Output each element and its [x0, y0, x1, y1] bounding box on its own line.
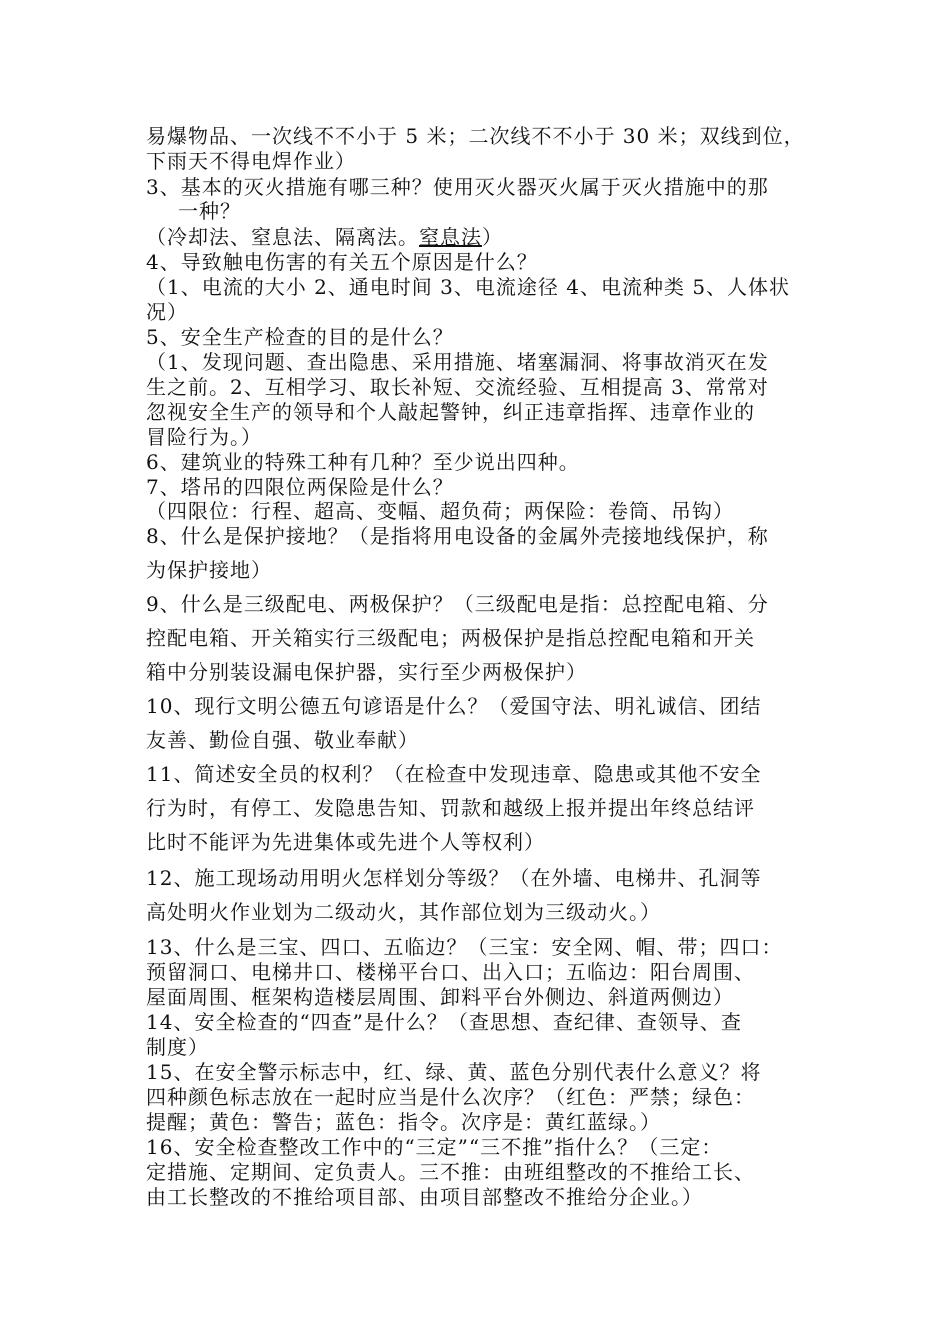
- text-line: 由工长整改的不推给项目部、由项目部整改不推给分企业。）: [146, 1185, 703, 1209]
- question-9: 9、什么是三级配电、两极保护？（三级配电是指：总控配电箱、分: [146, 592, 769, 616]
- question-12: 12、施工现场动用明火怎样划分等级？（在外墙、电梯井、孔洞等: [146, 866, 762, 890]
- question-13: 13、什么是三宝、四口、五临边？（三宝：安全网、帽、带；四口：: [146, 935, 783, 959]
- text-line: 况）: [146, 300, 188, 324]
- question-5: 5、安全生产检查的目的是什么？: [146, 325, 454, 349]
- text-line: 提醒；黄色：警告；蓝色：指令。次序是：黄红蓝绿。）: [146, 1110, 661, 1134]
- text-line: 比时不能评为先进集体或先进个人等权利）: [146, 830, 545, 854]
- answer-3: [146, 225, 503, 249]
- question-10: 10、现行文明公德五句谚语是什么？（爱国守法、明礼诚信、团结: [146, 694, 762, 718]
- text-line: 冒险行为。）: [146, 425, 262, 449]
- answer-4: （1、电流的大小 2、通电时间 3、电流途径 4、电流种类 5、人体状: [146, 275, 791, 299]
- question-8: 8、什么是保护接地？（是指将用电设备的金属外壳接地线保护，称: [146, 524, 769, 548]
- text-line: 预留洞口、电梯井口、楼梯平台口、出入口；五临边：阳台周围、: [146, 960, 755, 984]
- answer-7: （四限位：行程、超高、变幅、超负荷；两保险：卷筒、吊钩）: [146, 499, 734, 523]
- question-6: 6、建筑业的特殊工种有几种？至少说出四种。: [146, 450, 580, 474]
- text-line: 生之前。2、互相学习、取长补短、交流经验、互相提高 3、常常对: [146, 375, 769, 399]
- answer-text: （冷却法、窒息法、隔离法。: [146, 225, 419, 249]
- text-line: 四种颜色标志放在一起时应当是什么次序？（红色：严禁；绿色：: [146, 1085, 755, 1109]
- question-14: 14、安全检查的“四查”是什么？（查思想、查纪律、查领导、查: [146, 1010, 742, 1034]
- text-line: 友善、勤俭自强、敬业奉献）: [146, 728, 419, 752]
- text-line: 箱中分别装设漏电保护器，实行至少两极保护）: [146, 660, 587, 684]
- text-line: 一种？: [178, 199, 241, 223]
- text-line: 易爆物品、一次线不不小于 5 米；二次线不不小于 30 米；双线到位，: [146, 124, 805, 148]
- text-line: 屋面周围、框架构造楼层周围、卸料平台外侧边、斜道两侧边）: [146, 985, 734, 1009]
- underlined-answer: 窒息法: [419, 225, 482, 249]
- text-line: 制度）: [146, 1035, 209, 1059]
- answer-5: （1、发现问题、查出隐患、采用措施、堵塞漏洞、将事故消灭在发: [146, 350, 769, 374]
- text-line: 为保护接地）: [146, 558, 272, 582]
- text-line: 行为时，有停工、发隐患告知、罚款和越级上报并提出年终总结评: [146, 796, 755, 820]
- text-line: 定措施、定期间、定负责人。三不推：由班组整改的不推给工长、: [146, 1160, 755, 1184]
- text-line: 下雨天不得电焊作业）: [146, 149, 356, 173]
- question-3: 3、基本的灭火措施有哪三种？使用灭火器灭火属于灭火措施中的那: [146, 175, 769, 199]
- text-line: 高处明火作业划为二级动火，其作部位划为三级动火。）: [146, 900, 661, 924]
- text-line: 控配电箱、开关箱实行三级配电；两极保护是指总控配电箱和开关: [146, 626, 755, 650]
- question-11: 11、简述安全员的权利？（在检查中发现违章、隐患或其他不安全: [146, 762, 762, 786]
- question-4: 4、导致触电伤害的有关五个原因是什么？: [146, 250, 538, 274]
- question-16: 16、安全检查整改工作中的“三定”“三不推”指什么？（三定：: [146, 1135, 723, 1159]
- answer-close: ）: [482, 225, 503, 249]
- question-15: 15、在安全警示标志中，红、绿、黄、蓝色分别代表什么意义？将: [146, 1060, 762, 1084]
- question-7: 7、塔吊的四限位两保险是什么？: [146, 475, 454, 499]
- text-line: 忽视安全生产的领导和个人敲起警钟，纠正违章指挥、违章作业的: [146, 400, 755, 424]
